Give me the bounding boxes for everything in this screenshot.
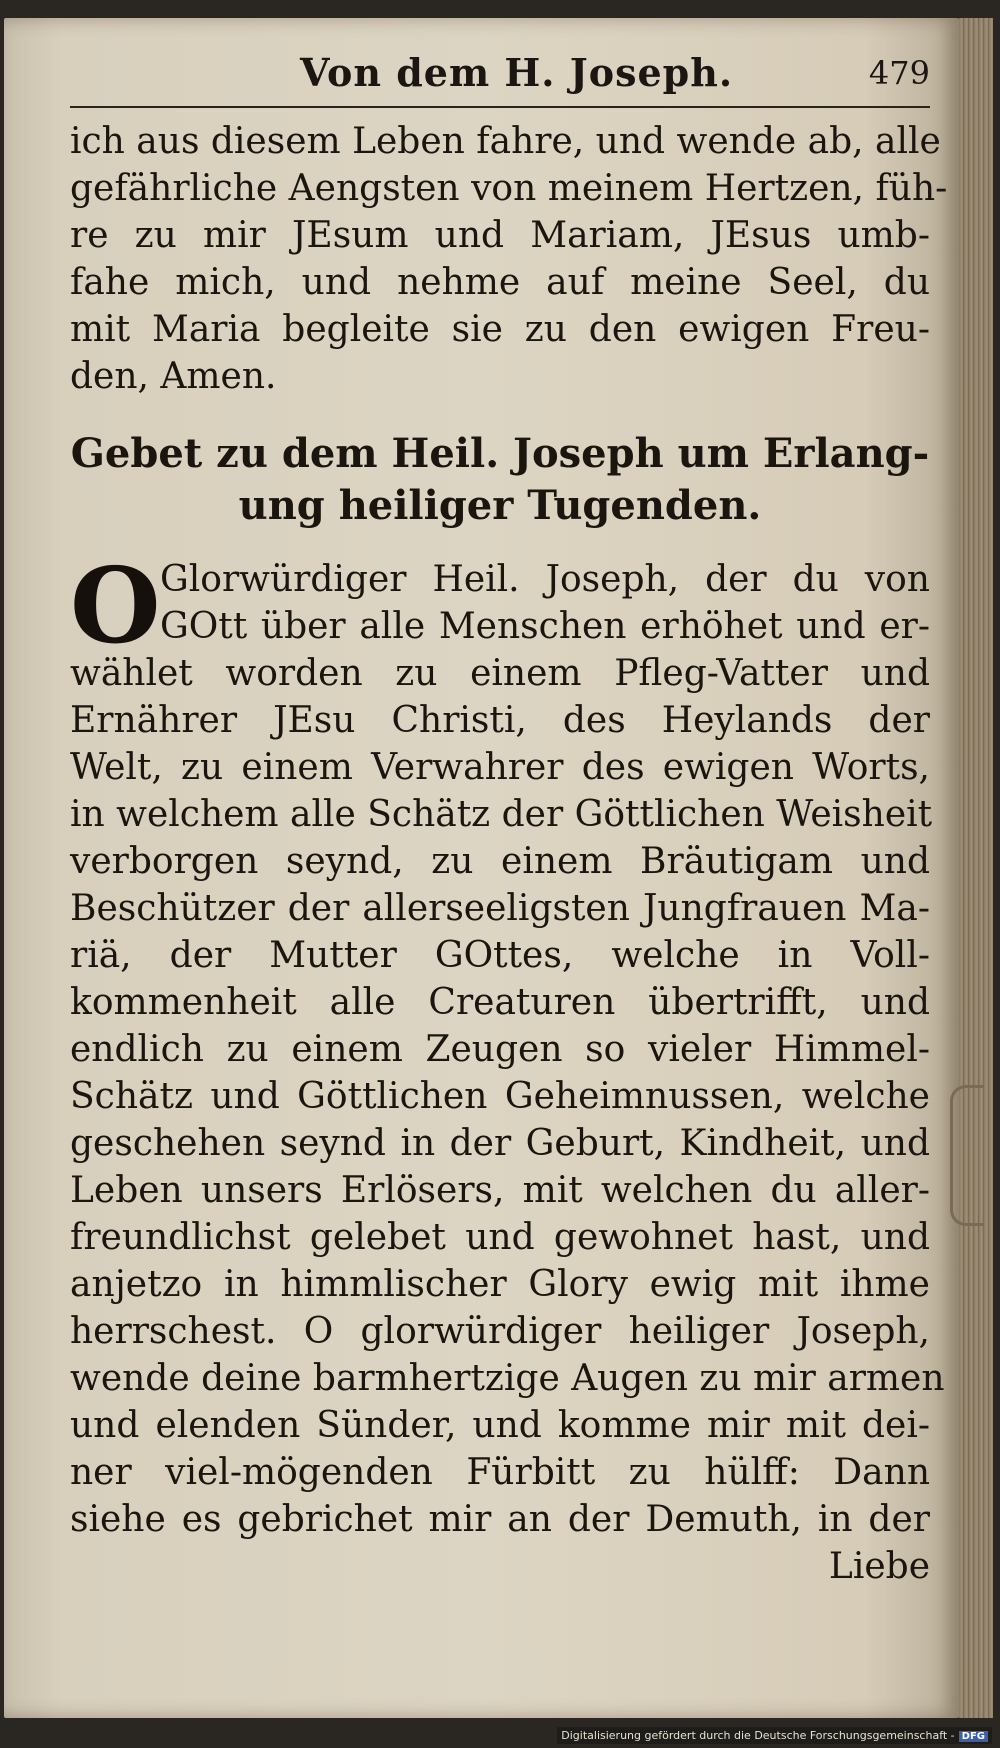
page-body <box>70 118 948 1590</box>
text-line: mit Maria begleite sie zu den ewigen Freu- <box>70 309 930 350</box>
heading-line: ung heiliger Tugenden. <box>238 482 762 529</box>
text-line: endlich zu einem Zeugen so vieler Himmel- <box>70 1029 930 1070</box>
text-line: den, Amen. <box>70 356 277 397</box>
text-line: gefährliche Aengsten von meinem Hertzen, füh- <box>70 168 948 209</box>
drop-cap-initial: O <box>70 544 161 667</box>
continuation-paragraph <box>70 118 948 400</box>
catchword: Liebe <box>828 1546 930 1587</box>
text-line: Leben unsers Erlösers, mit welchen du aller- <box>70 1170 930 1211</box>
text-line: Schätz und Göttlichen Geheimnussen, welche <box>70 1076 930 1117</box>
text-line: in welchem alle Schätz der Göttlichen Weisheit <box>70 794 933 835</box>
text-line: Welt, zu einem Verwahrer des ewigen Worts, <box>70 747 930 788</box>
text-line: siehe es gebrichet mir an der Demuth, in der <box>70 1499 930 1540</box>
text-line: kommenheit alle Creaturen übertrifft, und <box>70 982 930 1023</box>
header-rule <box>70 106 930 108</box>
text-line: und elenden Sünder, und komme mir mit dei- <box>70 1405 930 1446</box>
prayer-paragraph <box>70 544 945 1590</box>
text-line: re zu mir JEsum und Mariam, JEsus umb- <box>70 215 930 256</box>
text-line: anjetzo in himmlischer Glory ewig mit ihme <box>70 1264 930 1305</box>
page-number: 479 <box>868 54 930 92</box>
dfg-logo: DFG <box>959 1731 988 1742</box>
text-line: ich aus diesem Leben fahre, und wende ab, alle <box>70 121 941 162</box>
page-edges <box>959 18 993 1718</box>
book-clasp <box>950 1085 983 1226</box>
prayer-heading <box>70 428 930 532</box>
text-line: Glorwürdiger Heil. Joseph, der du von <box>160 559 930 600</box>
heading-line: Gebet zu dem Heil. Joseph um Erlang- <box>70 430 930 477</box>
running-title: Von dem H. Joseph. <box>300 50 734 95</box>
text-line: wählet worden zu einem Pfleg-Vatter und <box>70 653 930 694</box>
text-line: GOtt über alle Menschen erhöhet und er- <box>160 606 930 647</box>
text-line: verborgen seynd, zu einem Bräutigam und <box>70 841 930 882</box>
text-line: geschehen seynd in der Geburt, Kindheit, und <box>70 1123 930 1164</box>
page-header <box>70 50 930 110</box>
text-line: Beschützer der allerseeligsten Jungfrauen Ma- <box>70 888 930 929</box>
digitization-credit <box>557 1727 992 1744</box>
text-line: riä, der Mutter GOttes, welche in Voll- <box>70 935 930 976</box>
text-line: Ernährer JEsu Christi, des Heylands der <box>70 700 930 741</box>
text-line: fahe mich, und nehme auf meine Seel, du <box>70 262 930 303</box>
text-line: herrschest. O glorwürdiger heiliger Joseph, <box>70 1311 930 1352</box>
text-line: ner viel-mögenden Fürbitt zu hülff: Dann <box>70 1452 930 1493</box>
text-line: wende deine barmhertzige Augen zu mir armen <box>70 1358 945 1399</box>
text-line: freundlichst gelebet und gewohnet hast, und <box>70 1217 930 1258</box>
credit-text: Digitalisierung gefördert durch die Deutsche Forschungsgemeinschaft - <box>561 1729 955 1742</box>
